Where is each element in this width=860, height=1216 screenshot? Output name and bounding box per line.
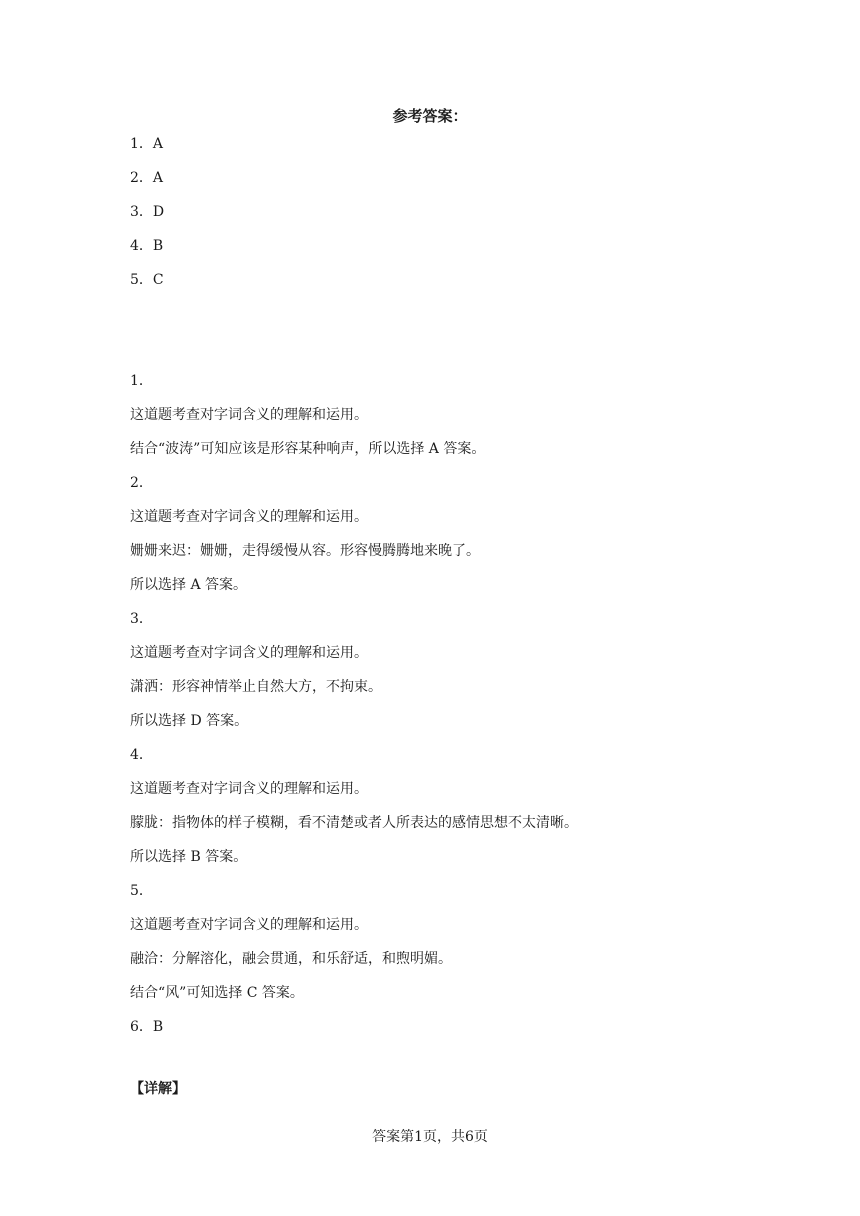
explanation-line: 结合“波涛”可知应该是形容某种响声，所以选择 A 答案。 [130, 441, 486, 457]
explanation-line: 这道题考查对字词含义的理解和运用。 [130, 407, 368, 423]
answer-line-5: 5．C [130, 272, 164, 288]
explanation-line: 3． [130, 611, 153, 627]
explanation-line: 结合“风”可知选择 C 答案。 [130, 985, 304, 1001]
page-footer: 答案第1页，共6页 [372, 1129, 488, 1145]
explanation-line: 1． [130, 373, 153, 389]
explanation-line: 4． [130, 747, 153, 763]
explanation-line: 所以选择 D 答案。 [130, 713, 249, 729]
answer-line-2: 2．A [130, 170, 164, 186]
explanation-line: 姗姗来迟：姗姗，走得缓慢从容。形容慢腾腾地来晚了。 [130, 543, 480, 559]
explanation-line: 这道题考查对字词含义的理解和运用。 [130, 645, 368, 661]
explanation-line: 融洽：分解溶化，融会贯通，和乐舒适，和煦明媚。 [130, 951, 452, 967]
explanation-line: 这道题考查对字词含义的理解和运用。 [130, 917, 368, 933]
detail-heading: 【详解】 [130, 1081, 186, 1097]
explanation-line: 5． [130, 883, 153, 899]
explanation-line: 这道题考查对字词含义的理解和运用。 [130, 509, 368, 525]
explanation-line: 所以选择 A 答案。 [130, 577, 248, 593]
answer-line-1: 1．A [130, 136, 164, 152]
answer-line-4: 4．B [130, 238, 164, 254]
answer-line-3: 3．D [130, 204, 165, 220]
explanation-line: 朦胧：指物体的样子模糊，看不清楚或者人所表达的感情思想不太清晰。 [130, 815, 578, 831]
explanation-line: 所以选择 B 答案。 [130, 849, 248, 865]
explanation-line: 6．B [130, 1019, 164, 1035]
explanation-line: 潇洒：形容神情举止自然大方，不拘束。 [130, 679, 382, 695]
explanation-line: 这道题考查对字词含义的理解和运用。 [130, 781, 368, 797]
answer-title: 参考答案： [392, 107, 468, 125]
explanation-line: 2． [130, 475, 153, 491]
